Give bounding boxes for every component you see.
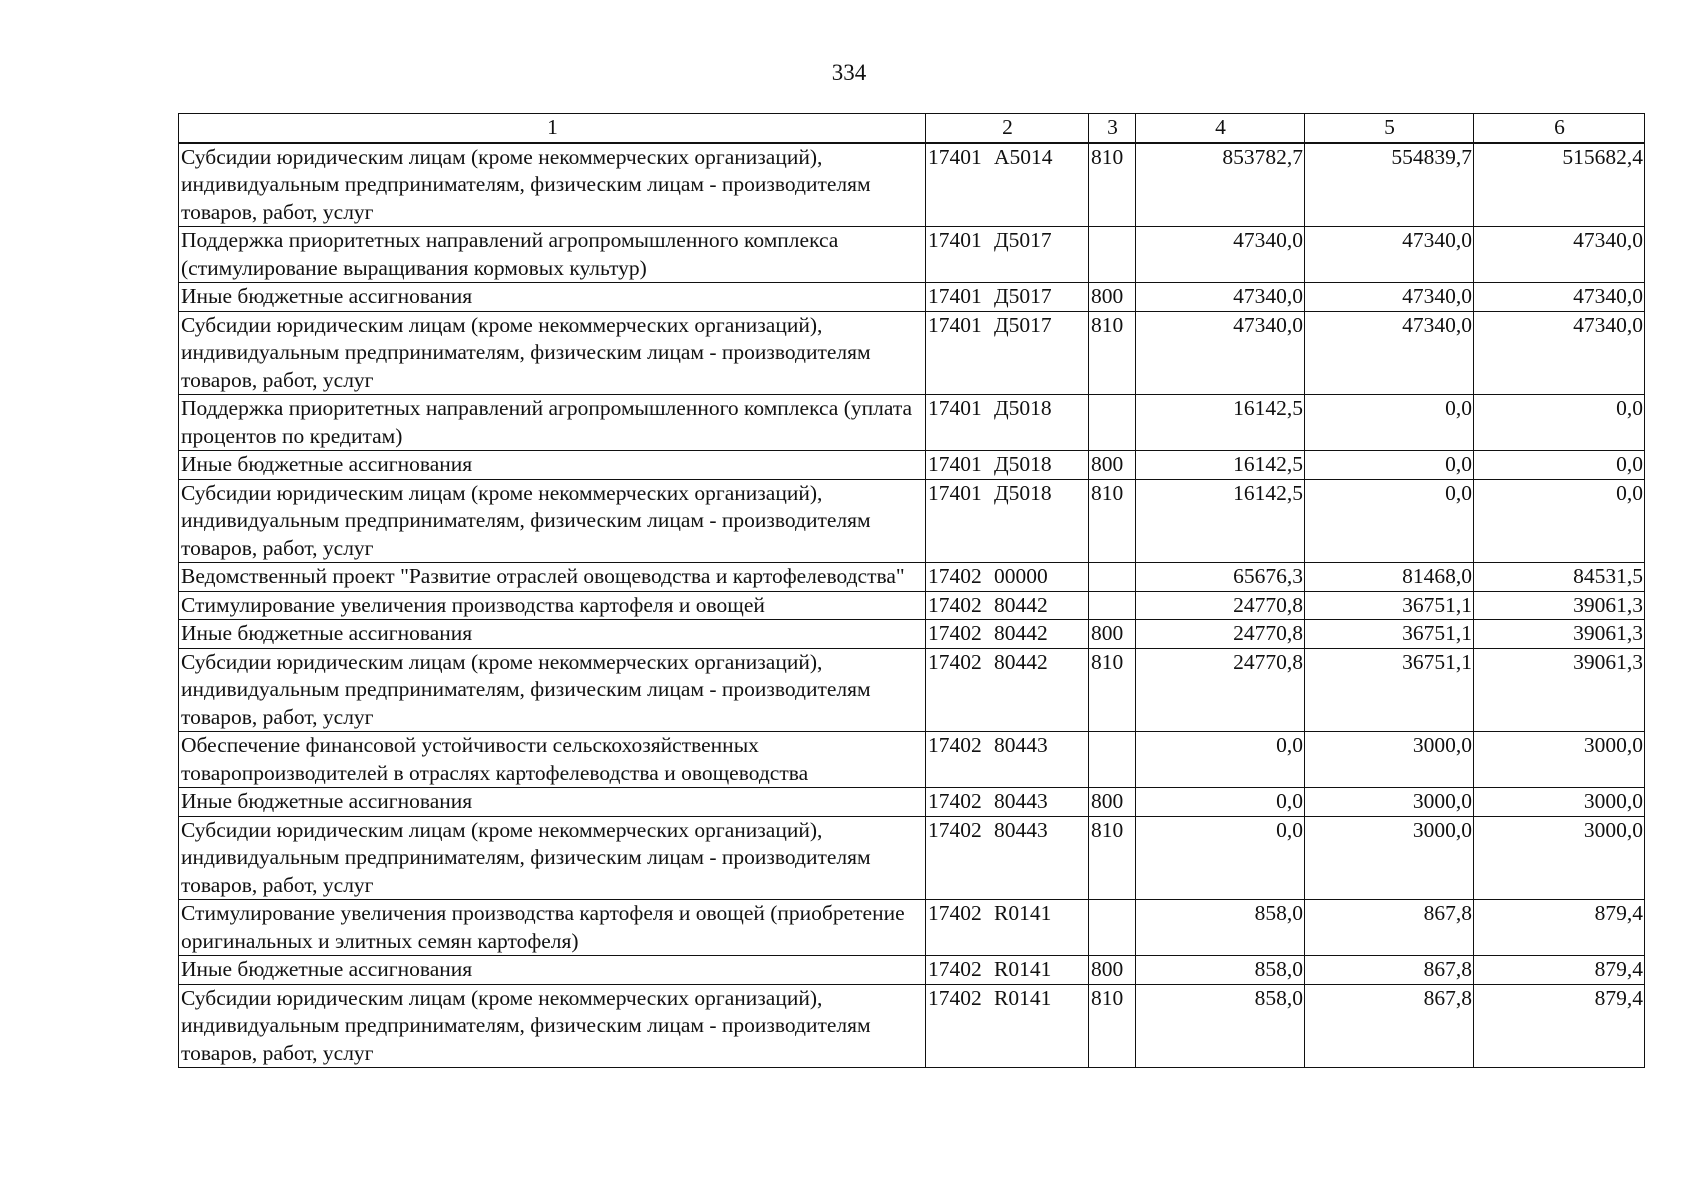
row-name-cell: Стимулирование увеличения производства картофеля и овощей (179, 591, 926, 620)
direction-code: R0141 (994, 985, 1052, 1010)
table-row (179, 143, 1645, 227)
row-name-cell: Иные бюджетные ассигнования (179, 788, 926, 817)
value-col4-cell: 16142,5 (1136, 479, 1305, 563)
program-code: 17402 (928, 733, 982, 757)
program-code: 17402 (928, 564, 982, 588)
table-row (179, 984, 1645, 1068)
expense-type-cell: 810 (1089, 479, 1136, 563)
value-col4-cell: 24770,8 (1136, 620, 1305, 649)
value-col6-cell: 39061,3 (1474, 591, 1645, 620)
column-header-6: 6 (1474, 114, 1645, 143)
row-code-cell (926, 395, 1089, 451)
table-row (179, 395, 1645, 451)
table-row (179, 591, 1645, 620)
value-col6-cell: 3000,0 (1474, 788, 1645, 817)
column-header-1: 1 (179, 114, 926, 143)
direction-code: 80442 (994, 621, 1048, 645)
value-col4-cell: 47340,0 (1136, 283, 1305, 312)
table-row (179, 648, 1645, 732)
table-header (179, 114, 1645, 143)
table-row (179, 451, 1645, 480)
direction-code: 80443 (994, 733, 1048, 757)
header-row (179, 114, 1645, 143)
value-col4-cell: 853782,7 (1136, 143, 1305, 227)
value-col5-cell: 36751,1 (1305, 620, 1474, 649)
expense-type-cell: 800 (1089, 451, 1136, 480)
direction-code: Д5018 (994, 396, 1052, 420)
direction-code: А5014 (994, 144, 1053, 169)
row-code-cell (926, 956, 1089, 985)
value-col6-cell: 879,4 (1474, 900, 1645, 956)
table-row (179, 956, 1645, 985)
direction-code: Д5018 (994, 452, 1052, 476)
row-name-cell: Обеспечение финансовой устойчивости сельскохозяйственных товаропроизводителей в отраслях картофелеводства и овощеводства (179, 732, 926, 788)
program-code: 17402 (928, 985, 982, 1010)
row-code-cell (926, 984, 1089, 1068)
row-code-cell (926, 283, 1089, 312)
value-col5-cell: 36751,1 (1305, 591, 1474, 620)
value-col5-cell: 867,8 (1305, 956, 1474, 985)
expense-type-cell (1089, 227, 1136, 283)
table-row (179, 563, 1645, 592)
direction-code: Д5018 (994, 480, 1052, 505)
table-row (179, 900, 1645, 956)
value-col5-cell: 867,8 (1305, 984, 1474, 1068)
value-col6-cell: 879,4 (1474, 956, 1645, 985)
column-header-4: 4 (1136, 114, 1305, 143)
value-col4-cell: 0,0 (1136, 816, 1305, 900)
value-col5-cell: 81468,0 (1305, 563, 1474, 592)
expense-type-cell (1089, 395, 1136, 451)
value-col4-cell: 65676,3 (1136, 563, 1305, 592)
row-code-cell (926, 311, 1089, 395)
direction-code: Д5017 (994, 312, 1052, 337)
value-col6-cell: 0,0 (1474, 479, 1645, 563)
row-code-cell (926, 732, 1089, 788)
expense-type-cell: 810 (1089, 984, 1136, 1068)
program-code: 17401 (928, 144, 982, 169)
program-code: 17401 (928, 284, 982, 308)
direction-code: R0141 (994, 901, 1052, 925)
row-name-cell: Субсидии юридическим лицам (кроме некоммерческих организаций), индивидуальным предпринимателям, физическим лицам - производителям товаров, работ, услуг (179, 648, 926, 732)
expense-type-cell: 810 (1089, 816, 1136, 900)
value-col5-cell: 0,0 (1305, 479, 1474, 563)
column-header-2: 2 (926, 114, 1089, 143)
value-col5-cell: 3000,0 (1305, 732, 1474, 788)
expense-type-cell: 810 (1089, 648, 1136, 732)
value-col5-cell: 47340,0 (1305, 227, 1474, 283)
row-name-cell: Ведомственный проект "Развитие отраслей овощеводства и картофелеводства" (179, 563, 926, 592)
direction-code: 80442 (994, 592, 1048, 617)
value-col4-cell: 0,0 (1136, 732, 1305, 788)
value-col5-cell: 867,8 (1305, 900, 1474, 956)
table-row (179, 311, 1645, 395)
budget-table (178, 113, 1645, 1068)
value-col5-cell: 3000,0 (1305, 816, 1474, 900)
page-number: 334 (831, 60, 867, 85)
value-col6-cell: 515682,4 (1474, 143, 1645, 227)
value-col6-cell: 3000,0 (1474, 816, 1645, 900)
expense-type-cell (1089, 900, 1136, 956)
value-col4-cell: 858,0 (1136, 900, 1305, 956)
table-row (179, 479, 1645, 563)
program-code: 17402 (928, 957, 982, 981)
value-col4-cell: 24770,8 (1136, 648, 1305, 732)
value-col5-cell: 0,0 (1305, 395, 1474, 451)
program-code: 17402 (928, 901, 982, 925)
expense-type-cell: 800 (1089, 283, 1136, 312)
table-row (179, 620, 1645, 649)
row-code-cell (926, 648, 1089, 732)
value-col5-cell: 3000,0 (1305, 788, 1474, 817)
direction-code: Д5017 (994, 284, 1052, 308)
value-col4-cell: 47340,0 (1136, 227, 1305, 283)
value-col6-cell: 84531,5 (1474, 563, 1645, 592)
value-col6-cell: 47340,0 (1474, 227, 1645, 283)
value-col5-cell: 47340,0 (1305, 283, 1474, 312)
row-name-cell: Стимулирование увеличения производства картофеля и овощей (приобретение оригинальных и элитных семян картофеля) (179, 900, 926, 956)
column-header-3: 3 (1089, 114, 1136, 143)
program-code: 17401 (928, 228, 982, 252)
direction-code: 80443 (994, 817, 1048, 842)
program-code: 17401 (928, 396, 982, 420)
expense-type-cell: 800 (1089, 788, 1136, 817)
value-col4-cell: 858,0 (1136, 984, 1305, 1068)
value-col6-cell: 879,4 (1474, 984, 1645, 1068)
value-col4-cell: 24770,8 (1136, 591, 1305, 620)
direction-code: 80442 (994, 649, 1048, 674)
expense-type-cell (1089, 563, 1136, 592)
value-col6-cell: 47340,0 (1474, 311, 1645, 395)
table-body (179, 143, 1645, 1068)
table-row (179, 283, 1645, 312)
row-name-cell: Иные бюджетные ассигнования (179, 956, 926, 985)
program-code: 17401 (928, 480, 982, 505)
row-code-cell (926, 563, 1089, 592)
value-col4-cell: 16142,5 (1136, 451, 1305, 480)
row-name-cell: Поддержка приоритетных направлений агропромышленного комплекса (уплата процентов по кредитам) (179, 395, 926, 451)
value-col6-cell: 47340,0 (1474, 283, 1645, 312)
row-name-cell: Субсидии юридическим лицам (кроме некоммерческих организаций), индивидуальным предпринимателям, физическим лицам - производителям товаров, работ, услуг (179, 479, 926, 563)
value-col4-cell: 16142,5 (1136, 395, 1305, 451)
row-code-cell (926, 479, 1089, 563)
table-row (179, 227, 1645, 283)
value-col5-cell: 47340,0 (1305, 311, 1474, 395)
value-col5-cell: 0,0 (1305, 451, 1474, 480)
table-row (179, 788, 1645, 817)
table-row (179, 816, 1645, 900)
expense-type-cell: 810 (1089, 143, 1136, 227)
direction-code: Д5017 (994, 228, 1052, 252)
value-col6-cell: 0,0 (1474, 395, 1645, 451)
row-name-cell: Иные бюджетные ассигнования (179, 283, 926, 312)
direction-code: 00000 (994, 564, 1048, 588)
direction-code: R0141 (994, 957, 1052, 981)
row-name-cell: Субсидии юридическим лицам (кроме некоммерческих организаций), индивидуальным предпринимателям, физическим лицам - производителям товаров, работ, услуг (179, 816, 926, 900)
value-col6-cell: 39061,3 (1474, 620, 1645, 649)
row-code-cell (926, 788, 1089, 817)
value-col6-cell: 3000,0 (1474, 732, 1645, 788)
direction-code: 80443 (994, 789, 1048, 813)
row-code-cell (926, 143, 1089, 227)
program-code: 17402 (928, 817, 982, 842)
program-code: 17401 (928, 312, 982, 337)
program-code: 17401 (928, 452, 982, 476)
value-col4-cell: 0,0 (1136, 788, 1305, 817)
program-code: 17402 (928, 621, 982, 645)
row-code-cell (926, 816, 1089, 900)
column-header-5: 5 (1305, 114, 1474, 143)
value-col6-cell: 0,0 (1474, 451, 1645, 480)
expense-type-cell: 810 (1089, 311, 1136, 395)
row-code-cell (926, 591, 1089, 620)
expense-type-cell: 800 (1089, 620, 1136, 649)
program-code: 17402 (928, 649, 982, 674)
row-name-cell: Субсидии юридическим лицам (кроме некоммерческих организаций), индивидуальным предпринимателям, физическим лицам - производителям товаров, работ, услуг (179, 143, 926, 227)
program-code: 17402 (928, 592, 982, 617)
value-col5-cell: 36751,1 (1305, 648, 1474, 732)
row-name-cell: Субсидии юридическим лицам (кроме некоммерческих организаций), индивидуальным предпринимателям, физическим лицам - производителям товаров, работ, услуг (179, 311, 926, 395)
row-code-cell (926, 227, 1089, 283)
row-name-cell: Иные бюджетные ассигнования (179, 451, 926, 480)
row-name-cell: Субсидии юридическим лицам (кроме некоммерческих организаций), индивидуальным предпринимателям, физическим лицам - производителям товаров, работ, услуг (179, 984, 926, 1068)
value-col5-cell: 554839,7 (1305, 143, 1474, 227)
expense-type-cell (1089, 732, 1136, 788)
row-code-cell (926, 620, 1089, 649)
value-col4-cell: 47340,0 (1136, 311, 1305, 395)
row-name-cell: Поддержка приоритетных направлений агропромышленного комплекса (стимулирование выращивания кормовых культур) (179, 227, 926, 283)
value-col6-cell: 39061,3 (1474, 648, 1645, 732)
row-code-cell (926, 900, 1089, 956)
program-code: 17402 (928, 789, 982, 813)
value-col4-cell: 858,0 (1136, 956, 1305, 985)
expense-type-cell: 800 (1089, 956, 1136, 985)
row-code-cell (926, 451, 1089, 480)
table-row (179, 732, 1645, 788)
row-name-cell: Иные бюджетные ассигнования (179, 620, 926, 649)
expense-type-cell (1089, 591, 1136, 620)
